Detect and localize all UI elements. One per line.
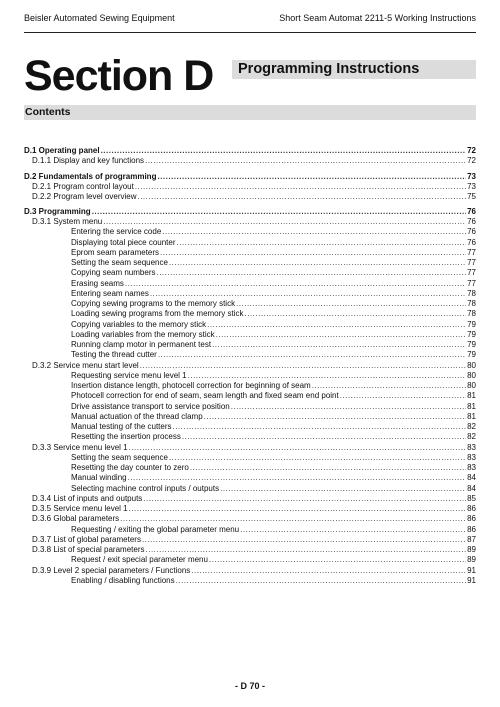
toc-entry-title: Displaying total piece counter (71, 237, 176, 247)
toc-entry-title: Photocell correction for end of seam, seam length and fixed seam end point (71, 391, 339, 401)
toc-leader-dots (120, 514, 466, 524)
toc-entry-page: 83 (467, 463, 476, 472)
toc-entry-page: 86 (467, 524, 476, 534)
toc-entry-page: 86 (467, 504, 476, 513)
toc-entry-title: Enabling / disabling functions (71, 575, 175, 585)
toc-entry-page: 80 (467, 360, 476, 370)
toc-entry[interactable] (24, 156, 476, 166)
toc-leader-dots (231, 402, 466, 412)
toc-leader-dots (212, 340, 466, 350)
toc-entry-page: 80 (467, 370, 476, 380)
toc-entry-page: 78 (467, 288, 476, 298)
toc-entry-page: 86 (467, 514, 476, 524)
toc-entry[interactable] (24, 238, 476, 248)
toc-leader-dots (245, 309, 467, 319)
toc-entry-page: 73 (467, 181, 476, 191)
toc-entry[interactable] (24, 391, 476, 401)
toc-leader-dots (176, 576, 466, 586)
toc-entry-title: D.3.2 Service menu start level (32, 360, 139, 370)
toc-entry-title: Copying sewing programs to the memory stick (71, 299, 236, 308)
toc-entry-page: 79 (467, 319, 476, 329)
toc-entry-page: 84 (467, 473, 476, 483)
toc-leader-dots (146, 545, 467, 555)
toc-leader-dots (92, 207, 466, 217)
toc-leader-dots (182, 432, 466, 442)
toc-entry[interactable] (24, 167, 476, 182)
toc-entry-title: Resetting the insertion process (71, 432, 181, 442)
toc-leader-dots (207, 320, 466, 330)
toc-entry[interactable] (24, 555, 476, 565)
toc-entry-title: D.3 Programming (24, 207, 91, 216)
toc-entry-title: Manual winding (71, 473, 127, 483)
toc-entry-title: D.3.6 Global parameters (32, 514, 120, 524)
toc-entry[interactable] (24, 182, 476, 192)
toc-entry-title: D.2.2 Program level overview (32, 191, 137, 201)
toc-entry-title: Entering the service code (71, 227, 162, 237)
toc-entry-page: 82 (467, 432, 476, 442)
toc-entry-page: 77 (467, 278, 476, 288)
toc-entry[interactable] (24, 258, 476, 268)
toc-entry[interactable] (24, 371, 476, 381)
toc-leader-dots (240, 525, 466, 535)
toc-leader-dots (236, 299, 466, 309)
contents-heading: Contents (25, 106, 71, 118)
toc-entry[interactable] (24, 217, 476, 227)
toc-entry-page: 81 (467, 411, 476, 421)
toc-leader-dots (340, 391, 466, 401)
toc-entry-title: D.3.8 List of special parameters (32, 545, 145, 554)
toc-entry[interactable] (24, 484, 476, 494)
toc-entry-page: 83 (467, 442, 476, 452)
toc-entry[interactable] (24, 576, 476, 586)
toc-entry-title: Requesting / exiting the global parameter menu (71, 524, 240, 534)
toc-leader-dots (137, 192, 466, 202)
toc-entry[interactable] (24, 453, 476, 463)
header-right: Short Seam Automat 2211-5 Working Instructions (279, 13, 476, 23)
toc-entry-title: Selecting machine control inputs / outputs (71, 483, 220, 493)
toc-entry-page: 78 (467, 299, 476, 308)
header-left: Beisler Automated Sewing Equipment (24, 13, 175, 23)
toc-entry-page: 77 (467, 258, 476, 267)
toc-leader-dots (129, 443, 466, 453)
toc-entry[interactable] (24, 566, 476, 576)
toc-entry[interactable] (24, 432, 476, 442)
toc-entry[interactable] (24, 192, 476, 202)
table-of-contents (24, 146, 476, 586)
toc-leader-dots (160, 248, 466, 258)
toc-entry[interactable] (24, 422, 476, 432)
toc-entry[interactable] (24, 361, 476, 371)
toc-entry-title: Eprom seam parameters (71, 247, 160, 257)
toc-entry-page: 73 (467, 171, 476, 181)
toc-entry-title: Running clamp motor in permanent test (71, 340, 212, 349)
toc-leader-dots (143, 494, 466, 504)
toc-entry-title: D.3.5 Service menu level 1 (32, 504, 128, 513)
toc-leader-dots (157, 172, 466, 182)
toc-entry[interactable] (24, 146, 476, 156)
toc-entry-page: 89 (467, 555, 476, 565)
toc-entry-title: Insertion distance length, photocell correction for beginning of seam (71, 381, 311, 390)
toc-entry[interactable] (24, 463, 476, 473)
toc-entry[interactable] (24, 227, 476, 237)
toc-entry-title: Erasing seams (71, 278, 124, 288)
section-subtitle: Programming Instructions (238, 61, 420, 77)
toc-entry-title: Resetting the day counter to zero (71, 463, 189, 472)
toc-entry[interactable] (24, 202, 476, 217)
toc-entry-title: Testing the thread cutter (71, 350, 157, 360)
toc-entry[interactable] (24, 330, 476, 340)
toc-entry-title: Entering seam names (71, 288, 149, 298)
toc-entry-title: D.3.3 Service menu level 1 (32, 442, 128, 452)
toc-entry[interactable] (24, 525, 476, 535)
toc-entry[interactable] (24, 412, 476, 422)
toc-entry-page: 72 (467, 156, 476, 166)
toc-entry[interactable] (24, 350, 476, 360)
toc-entry-page: 89 (467, 545, 476, 554)
toc-entry-page: 79 (467, 329, 476, 339)
toc-entry[interactable] (24, 402, 476, 412)
toc-entry[interactable] (24, 289, 476, 299)
toc-entry-page: 72 (467, 146, 476, 155)
toc-leader-dots (103, 217, 466, 227)
toc-entry-page: 77 (467, 247, 476, 257)
toc-entry[interactable] (24, 279, 476, 289)
toc-entry-page: 79 (467, 340, 476, 349)
toc-entry[interactable] (24, 309, 476, 319)
toc-entry-title: D.1 Operating panel (24, 146, 100, 155)
toc-entry-page: 91 (467, 565, 476, 575)
toc-entry-page: 76 (467, 227, 476, 237)
toc-entry-page: 76 (467, 237, 476, 247)
toc-entry-title: D.2 Fundamentals of programming (24, 171, 157, 181)
toc-entry-title: Drive assistance transport to service position (71, 401, 230, 411)
toc-leader-dots (169, 453, 466, 463)
toc-entry-title: D.2.1 Program control layout (32, 181, 134, 191)
toc-leader-dots (145, 156, 466, 166)
toc-entry-page: 81 (467, 391, 476, 401)
toc-entry-title: Request / exit special parameter menu (71, 555, 208, 565)
toc-entry[interactable] (24, 381, 476, 391)
toc-entry[interactable] (24, 340, 476, 350)
toc-entry-page: 78 (467, 309, 476, 319)
toc-entry-title: Manual actuation of the thread clamp (71, 411, 203, 421)
toc-entry[interactable] (24, 494, 476, 504)
toc-entry-title: Setting the seam sequence (71, 452, 168, 462)
toc-leader-dots (125, 279, 466, 289)
contents-band (24, 105, 476, 120)
page-number: - D 70 - (234, 681, 265, 691)
toc-leader-dots (177, 238, 467, 248)
toc-entry-title: D.1.1 Display and key functions (32, 156, 145, 166)
toc-entry-page: 87 (467, 534, 476, 544)
toc-leader-dots (190, 463, 466, 473)
toc-leader-dots (135, 182, 466, 192)
toc-leader-dots (188, 371, 466, 381)
toc-entry-title: Loading sewing programs from the memory stick (71, 309, 244, 319)
toc-entry-page: 77 (467, 268, 476, 278)
toc-entry[interactable] (24, 320, 476, 330)
section-title: Section D (24, 52, 214, 100)
toc-entry-page: 76 (467, 217, 476, 226)
toc-entry-page: 83 (467, 452, 476, 462)
toc-entry-title: Manual testing of the cutters (71, 422, 172, 431)
toc-entry[interactable] (24, 473, 476, 483)
toc-leader-dots (162, 227, 466, 237)
toc-leader-dots (142, 535, 466, 545)
toc-leader-dots (191, 566, 466, 576)
toc-entry[interactable] (24, 268, 476, 278)
toc-entry-page: 85 (467, 493, 476, 503)
toc-entry-page: 84 (467, 483, 476, 493)
toc-entry-title: D.3.9 Level 2 special parameters / Functions (32, 565, 191, 575)
toc-entry-title: D.3.1 System menu (32, 217, 103, 226)
toc-leader-dots (169, 258, 466, 268)
running-header (24, 13, 476, 23)
toc-leader-dots (101, 146, 467, 156)
toc-entry-page: 80 (467, 381, 476, 390)
toc-entry[interactable] (24, 248, 476, 258)
toc-leader-dots (156, 268, 466, 278)
toc-leader-dots (220, 484, 466, 494)
toc-entry-page: 81 (467, 401, 476, 411)
toc-entry-page: 91 (467, 575, 476, 585)
toc-entry-title: D.3.4 List of inputs and outputs (32, 493, 143, 503)
toc-entry-page: 75 (467, 191, 476, 201)
toc-entry-title: Loading variables from the memory stick (71, 329, 215, 339)
toc-entry-page: 82 (467, 422, 476, 431)
toc-entry[interactable] (24, 504, 476, 514)
toc-entry-title: Requesting service menu level 1 (71, 370, 187, 380)
toc-entry-page: 76 (467, 207, 476, 216)
toc-leader-dots (312, 381, 466, 391)
toc-leader-dots (128, 473, 467, 483)
toc-entry-title: Copying variables to the memory stick (71, 319, 207, 329)
section-subtitle-band (232, 60, 476, 79)
toc-entry-title: Copying seam numbers (71, 268, 156, 278)
toc-entry-title: Setting the seam sequence (71, 258, 168, 267)
toc-entry-page: 79 (467, 350, 476, 360)
toc-entry[interactable] (24, 443, 476, 453)
toc-leader-dots (140, 361, 466, 371)
toc-leader-dots (173, 422, 467, 432)
toc-leader-dots (150, 289, 466, 299)
toc-leader-dots (158, 350, 466, 360)
toc-leader-dots (209, 555, 466, 565)
toc-leader-dots (204, 412, 466, 422)
toc-entry[interactable] (24, 514, 476, 524)
toc-leader-dots (129, 504, 466, 514)
toc-entry-title: D.3.7 List of global parameters (32, 534, 141, 544)
toc-entry[interactable] (24, 299, 476, 309)
header-rule (24, 32, 476, 33)
toc-leader-dots (216, 330, 466, 340)
toc-entry[interactable] (24, 545, 476, 555)
toc-entry[interactable] (24, 535, 476, 545)
